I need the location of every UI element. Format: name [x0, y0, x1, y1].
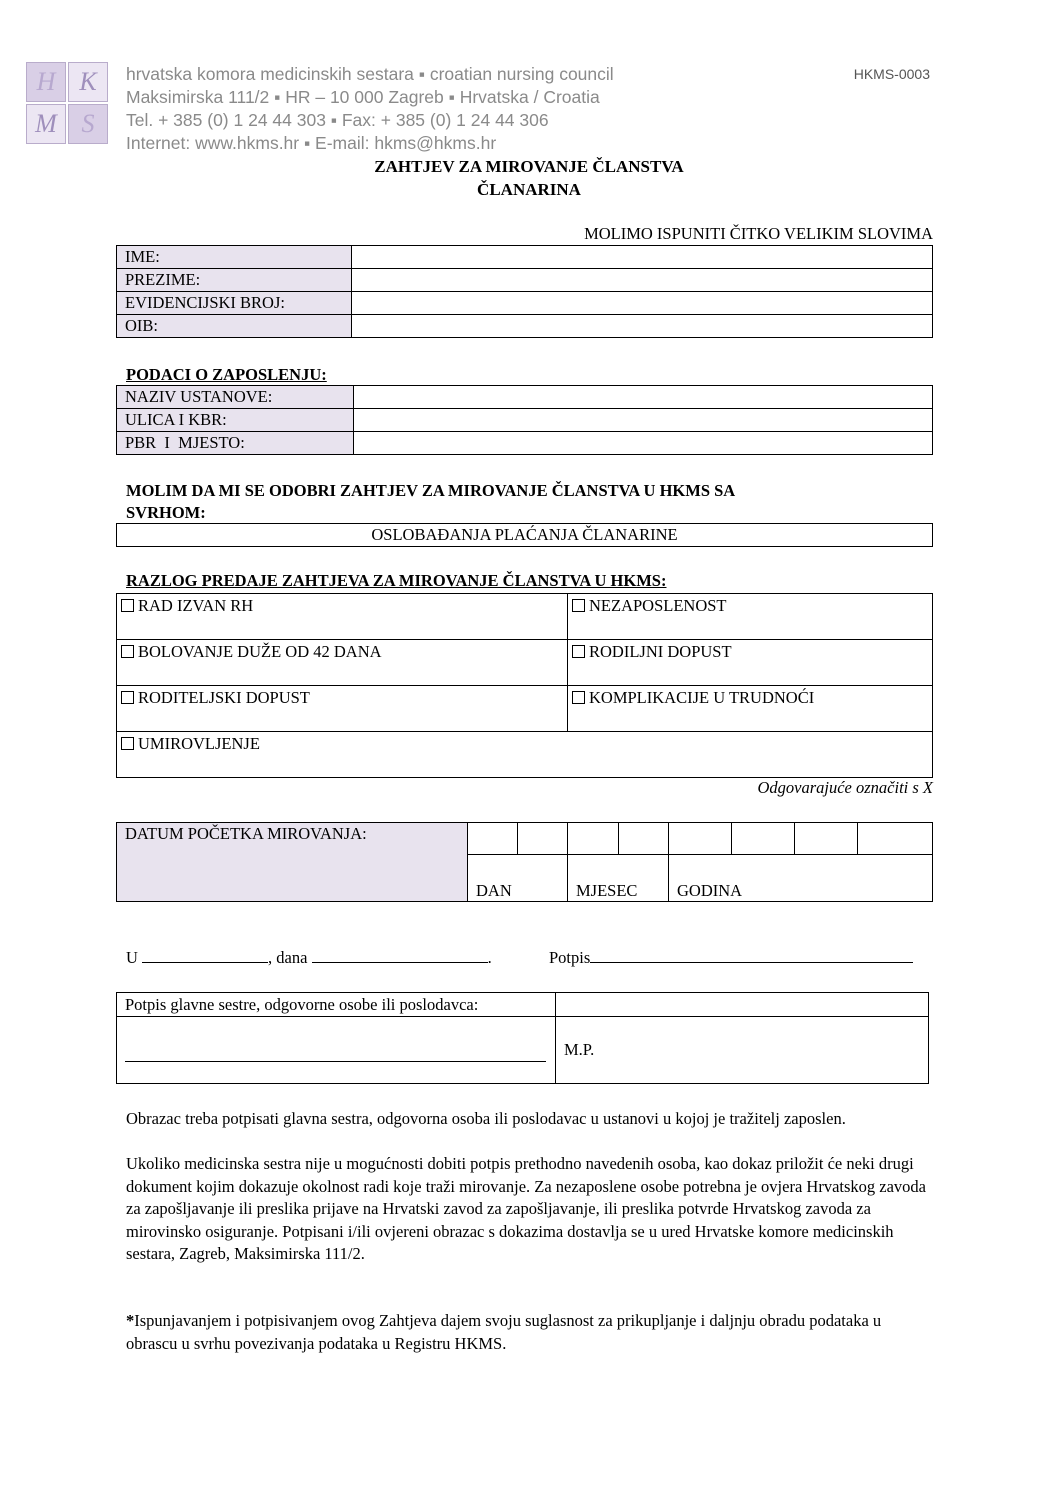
reasons-table: [116, 593, 933, 778]
prezime-input[interactable]: [352, 269, 933, 292]
checkbox-icon[interactable]: [121, 599, 134, 612]
note-paragraph-1: Obrazac treba potpisati glavna sestra, odgovorna osoba ili poslodavac u ustanovi u kojoj je tražitelj zaposlen.: [126, 1109, 846, 1128]
consent-mark: *: [126, 1311, 135, 1330]
field-label-evidencijski-broj: EVIDENCIJSKI BROJ:: [117, 292, 352, 315]
reason-label: KOMPLIKACIJE U TRUDNOĆI: [589, 688, 815, 707]
consent-text: Ispunjavanjem i potpisivanjem ovog Zahtjeva dajem svoju suglasnost za prikupljanje i daljnju obradu podataka u obrascu u svrhu povezivanja podataka u Registru HKMS.: [126, 1311, 882, 1353]
date-label: DATUM POČETKA MIROVANJA:: [117, 823, 468, 902]
reason-label: RAD IZVAN RH: [138, 596, 254, 615]
field-label-ulica: ULICA I KBR:: [117, 409, 354, 432]
date-year-digit-2[interactable]: [732, 823, 795, 855]
checkbox-icon[interactable]: [572, 691, 585, 704]
supervisor-table: [116, 992, 929, 1084]
checkbox-icon[interactable]: [121, 691, 134, 704]
purpose-heading: MOLIM DA MI SE ODOBRI ZAHTJEV ZA MIROVANJE ČLANSTVA U HKMS SA: [126, 481, 736, 500]
applicant-signature-input[interactable]: [590, 948, 913, 963]
logo-letter-h: H: [26, 62, 66, 102]
date-year-digit-4[interactable]: [858, 823, 933, 855]
hkms-logo: [24, 60, 110, 144]
note-paragraph-2: Ukoliko medicinska sestra nije u mogućnosti dobiti potpis prethodno navedenih osoba, kao dokaz priložit će neki drugi dokument kojim dokazuje okolnost radi koje traži mirovanje. Za nezaposlene osobe potrebna je ovjera Hrvatskog zavoda za zapošljavanje ili preslika prijave na Hrvatski zavod za zapošljavanje, ili preslika potvrde Hrvatskog zavoda za mirovinsko osiguranje. Potpisani i/ili ovjereni obrazac s dokazima dostavlja se u ured Hrvatske komore medicinskih sestara, Zagreb, Maksimirska 111/2.: [126, 1154, 926, 1263]
field-label-prezime: PREZIME:: [117, 269, 352, 292]
reasons-note: Odgovarajuće označiti s X: [757, 778, 933, 797]
signing-date-input[interactable]: [312, 948, 488, 963]
date-month-label: MJESEC: [568, 855, 669, 902]
supervisor-signature-cell: [117, 1017, 556, 1084]
evidencijski-broj-input[interactable]: [352, 292, 933, 315]
supervisor-signature-input[interactable]: [125, 1039, 546, 1062]
date-day-label: DAN: [468, 855, 568, 902]
field-label-ime: IME:: [117, 246, 352, 269]
employment-table: [116, 385, 933, 455]
field-label-pbr-mjesto: PBR I MJESTO:: [117, 432, 354, 455]
logo-letter-m: M: [26, 104, 66, 144]
oib-input[interactable]: [352, 315, 933, 338]
form-subtitle: ČLANARINA: [477, 180, 581, 199]
logo-letter-s: S: [68, 104, 108, 144]
reason-rodiljni-dopust[interactable]: [568, 640, 933, 686]
reason-roditeljski-dopust[interactable]: [117, 686, 568, 732]
ulica-input[interactable]: [354, 409, 933, 432]
personal-data-table: [116, 245, 933, 338]
checkbox-icon[interactable]: [572, 645, 585, 658]
checkbox-icon[interactable]: [572, 599, 585, 612]
reason-label: RODILJNI DOPUST: [589, 642, 732, 661]
naziv-ustanove-input[interactable]: [354, 386, 933, 409]
place-input[interactable]: [142, 948, 268, 963]
date-year-label: GODINA: [669, 855, 933, 902]
supervisor-top-cell: [556, 993, 929, 1017]
date-suffix: .: [487, 948, 492, 967]
pbr-mjesto-input[interactable]: [354, 432, 933, 455]
place-prefix: U: [126, 948, 138, 967]
reason-nezaposlenost[interactable]: [568, 594, 933, 640]
reason-label: BOLOVANJE DUŽE OD 42 DANA: [138, 642, 382, 661]
ime-input[interactable]: [352, 246, 933, 269]
consent-paragraph: [126, 1310, 936, 1355]
stamp-label: M.P.: [556, 1017, 929, 1084]
reason-umirovljenje[interactable]: [117, 732, 933, 778]
reason-label: RODITELJSKI DOPUST: [138, 688, 310, 707]
date-year-digit-3[interactable]: [795, 823, 858, 855]
header-address: Maksimirska 111/2 ▪ HR – 10 000 Zagreb ▪ Hrvatska / Croatia: [126, 87, 600, 107]
date-day-digit-1[interactable]: [468, 823, 518, 855]
form-code: HKMS-0003: [853, 66, 930, 82]
date-year-digit-1[interactable]: [669, 823, 732, 855]
date-day-digit-2[interactable]: [518, 823, 568, 855]
supervisor-label: Potpis glavne sestre, odgovorne osobe ili poslodavca:: [117, 993, 556, 1017]
reason-rad-izvan-rh[interactable]: [117, 594, 568, 640]
reason-label: NEZAPOSLENOST: [589, 596, 727, 615]
purpose-value: OSLOBAĐANJA PLAĆANJA ČLANARINE: [116, 523, 933, 547]
logo-letter-k: K: [68, 62, 108, 102]
header-org-name: hrvatska komora medicinskih sestara ▪ croatian nursing council: [126, 64, 614, 84]
sign-label: Potpis: [549, 948, 591, 967]
reason-komplikacije[interactable]: [568, 686, 933, 732]
checkbox-icon[interactable]: [121, 737, 134, 750]
reasons-heading: RAZLOG PREDAJE ZAHTJEVA ZA MIROVANJE ČLANSTVA U HKMS:: [126, 571, 667, 590]
checkbox-icon[interactable]: [121, 645, 134, 658]
field-label-naziv-ustanove: NAZIV USTANOVE:: [117, 386, 354, 409]
purpose-heading-cont: SVRHOM:: [126, 503, 206, 522]
date-table: [116, 822, 933, 902]
date-month-digit-1[interactable]: [568, 823, 619, 855]
header-web-email: Internet: www.hkms.hr ▪ E-mail: hkms@hkms.hr: [126, 133, 497, 153]
form-title: ZAHTJEV ZA MIROVANJE ČLANSTVA: [374, 157, 684, 176]
reason-bolovanje[interactable]: [117, 640, 568, 686]
field-label-oib: OIB:: [117, 315, 352, 338]
signature-row: [126, 948, 492, 968]
date-prefix: , dana: [268, 948, 308, 967]
reason-label: UMIROVLJENJE: [138, 734, 260, 753]
applicant-signature: [549, 948, 913, 968]
date-month-digit-2[interactable]: [619, 823, 669, 855]
fill-instruction: MOLIMO ISPUNITI ČITKO VELIKIM SLOVIMA: [584, 224, 933, 243]
employment-heading: PODACI O ZAPOSLENJU:: [126, 365, 327, 384]
header-phone-fax: Tel. + 385 (0) 1 24 44 303 ▪ Fax: + 385 (0) 1 24 44 306: [126, 110, 549, 130]
